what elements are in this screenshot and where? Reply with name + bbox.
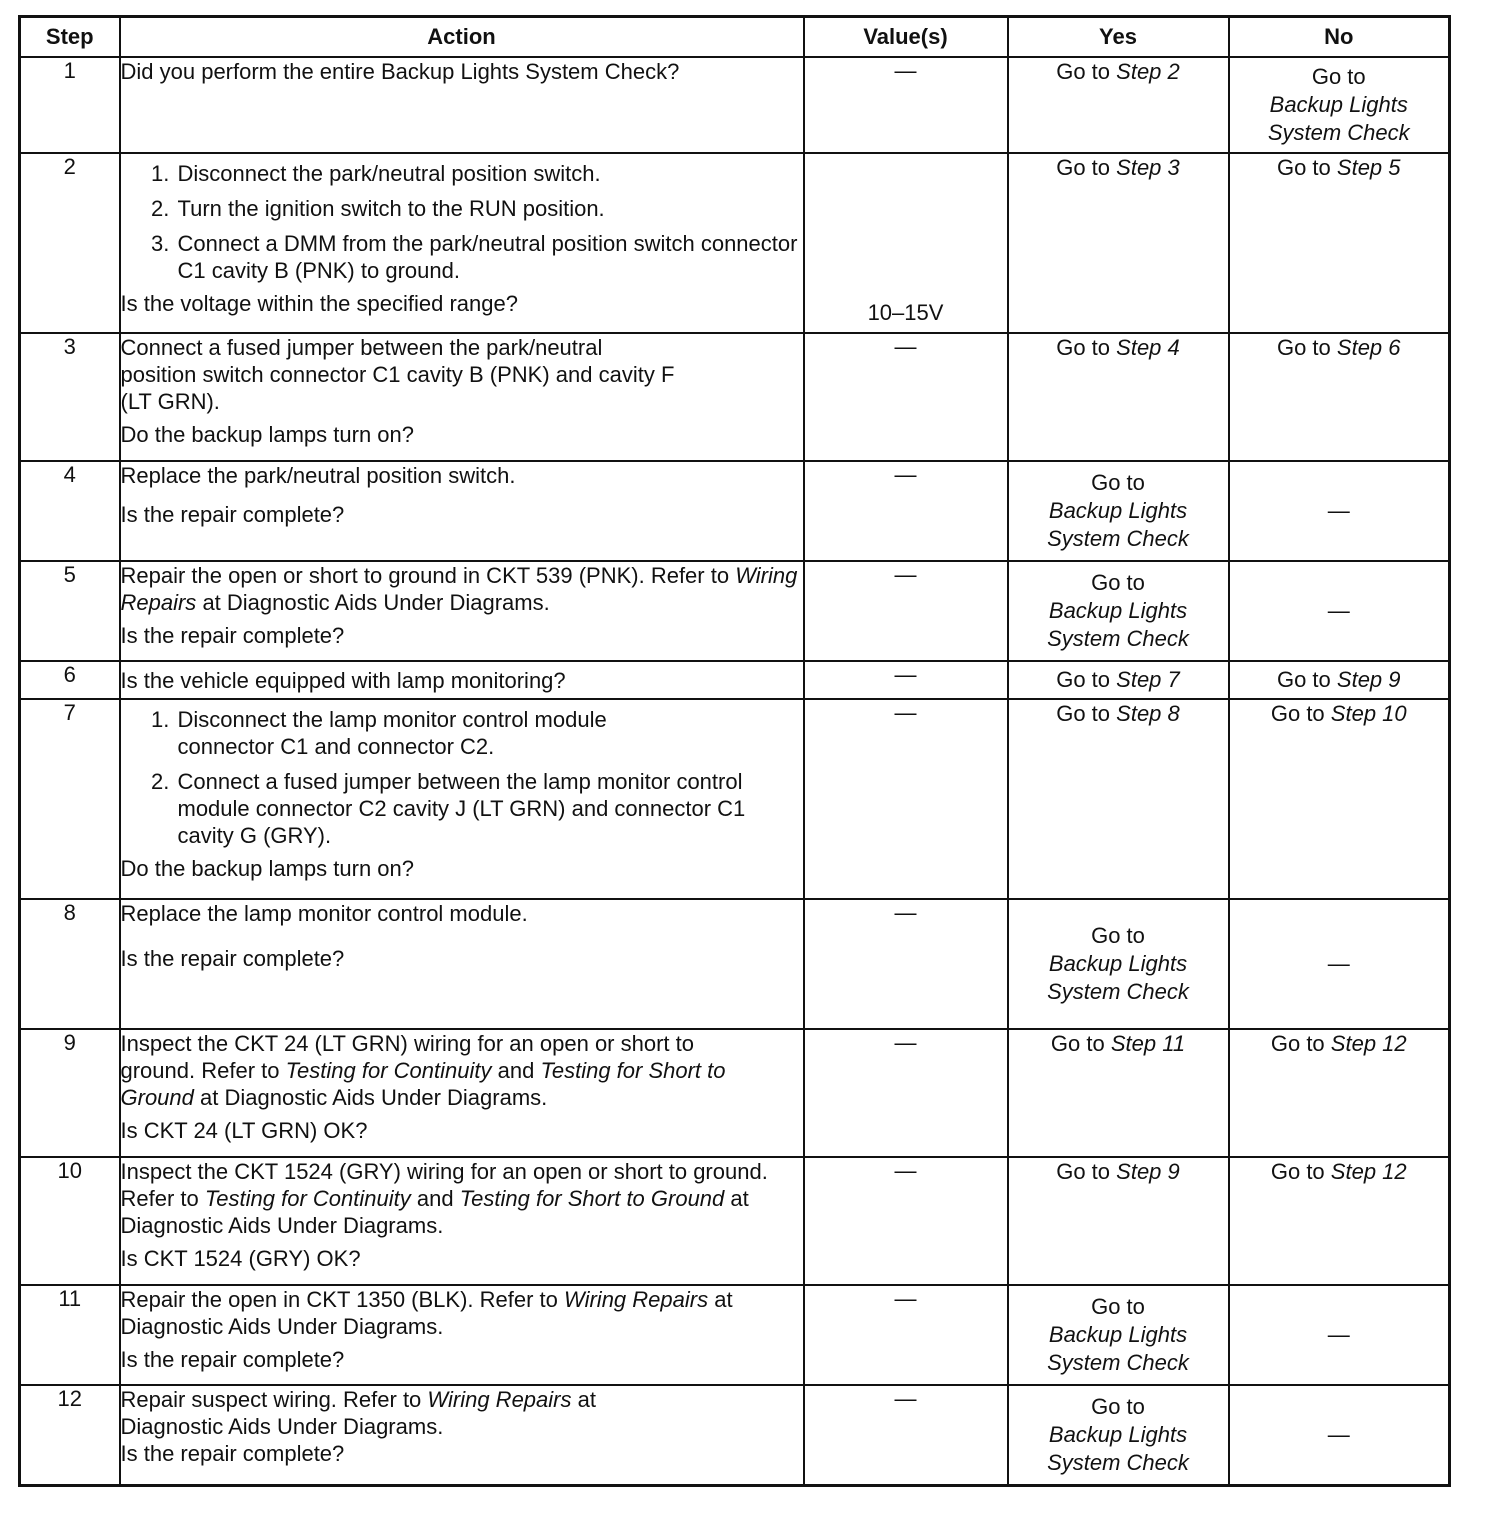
yes-ref-line2: System Check [1047, 1350, 1189, 1375]
action-text-a: Repair suspect wiring. Refer to [120, 1387, 422, 1412]
action-text-b: at Diagnostic Aids Under Diagrams. [120, 1387, 596, 1439]
no-prefix: Go to [1276, 155, 1331, 180]
action-cell [120, 153, 804, 333]
no-prefix: Go to [1276, 335, 1331, 360]
step-number: 1 [20, 57, 120, 153]
yes-cell [1008, 153, 1229, 333]
table-row [20, 899, 1450, 1029]
yes-step-ref: Step 9 [1116, 1159, 1180, 1184]
value-cell: — [804, 57, 1008, 153]
step-number: 6 [20, 661, 120, 699]
no-cell [1229, 57, 1450, 153]
yes-ref-line1: Backup Lights [1048, 1322, 1188, 1347]
table-row [20, 699, 1450, 899]
table-row [20, 1385, 1450, 1485]
action-cell [120, 561, 804, 661]
wiring-repairs-ref: Wiring Repairs [120, 563, 798, 615]
no-prefix: Go to [1276, 667, 1331, 692]
yes-ref-line2: System Check [1047, 626, 1189, 651]
yes-prefix: Go to [1091, 470, 1145, 495]
yes-prefix: Go to [1056, 155, 1111, 180]
step-number: 10 [20, 1157, 120, 1285]
action-step-item: 2. Connect a fused jumper between the lamp monitor control module connector C2 cavity J (LT GRN) and connector C1 cavity G (GRY). [176, 768, 778, 849]
value-cell: — [804, 661, 1008, 699]
table-row [20, 661, 1450, 699]
table-header-row [20, 17, 1450, 58]
continuity-ref: Testing for Continuity [204, 1186, 411, 1211]
value-cell: — [804, 561, 1008, 661]
action-cell [120, 461, 804, 561]
yes-prefix: Go to [1056, 667, 1111, 692]
action-text-b: at Diagnostic Aids Under Diagrams. [120, 1287, 733, 1339]
action-question: Is the voltage within the specified range? [120, 291, 518, 316]
action-cell [120, 1029, 804, 1157]
action-cell [120, 333, 804, 461]
no-cell [1229, 1157, 1450, 1285]
header-step: Step [20, 17, 120, 58]
table-row [20, 1029, 1450, 1157]
yes-cell [1008, 1157, 1229, 1285]
yes-step-ref: Step 3 [1116, 155, 1180, 180]
step-number: 2 [20, 153, 120, 333]
action-steps-list [121, 706, 803, 849]
table-row [20, 57, 1450, 153]
yes-cell [1008, 661, 1229, 699]
no-ref-line2: System Check [1267, 120, 1410, 145]
no-prefix: Go to [1270, 1031, 1325, 1056]
yes-cell [1008, 333, 1229, 461]
yes-step-ref: Step 8 [1116, 701, 1180, 726]
value-cell: 10–15V [804, 153, 1008, 333]
action-text [121, 1030, 771, 1111]
value-cell: — [804, 1157, 1008, 1285]
action-step-item: 3. Connect a DMM from the park/neutral position switch connector C1 cavity B (PNK) to ground. [176, 230, 803, 284]
yes-prefix: Go to [1091, 1294, 1145, 1319]
yes-prefix: Go to [1056, 701, 1111, 726]
no-cell: — [1229, 1285, 1450, 1385]
wiring-repairs-ref: Wiring Repairs [427, 1387, 572, 1412]
action-step-item: 1. Disconnect the lamp monitor control module connector C1 and connector C2. [176, 706, 698, 760]
yes-cell [1008, 1285, 1229, 1385]
no-cell [1229, 1029, 1450, 1157]
action-question: Is CKT 1524 (GRY) OK? [120, 1246, 361, 1271]
action-text [121, 1386, 681, 1440]
yes-prefix: Go to [1056, 335, 1111, 360]
short-to-ground-ref: Testing for Short to Ground [120, 1058, 726, 1110]
yes-step-ref: Step 11 [1110, 1031, 1186, 1056]
action-text [121, 1158, 781, 1239]
step-number: 4 [20, 461, 120, 561]
yes-ref-line2: System Check [1047, 526, 1189, 551]
step-number: 5 [20, 561, 120, 661]
no-cell [1229, 153, 1450, 333]
action-text: Replace the lamp monitor control module. [120, 901, 528, 926]
action-cell [120, 899, 804, 1029]
no-step-ref: Step 12 [1330, 1031, 1407, 1056]
step-number: 12 [20, 1385, 120, 1485]
table-row [20, 561, 1450, 661]
no-cell [1229, 333, 1450, 461]
yes-ref-line2: System Check [1047, 1449, 1189, 1475]
no-step-ref: Step 12 [1330, 1159, 1407, 1184]
action-text-a: Inspect the CKT 1524 (GRY) wiring for an open or short to ground. Refer to [120, 1159, 768, 1211]
action-text: Did you perform the entire Backup Lights System Check? [120, 59, 680, 84]
table-row [20, 1285, 1450, 1385]
action-question: Is the repair complete? [120, 1347, 345, 1372]
action-cell [120, 57, 804, 153]
value-cell: — [804, 333, 1008, 461]
yes-cell [1008, 461, 1229, 561]
yes-ref-line1: Backup Lights [1048, 951, 1188, 976]
yes-cell [1008, 899, 1229, 1029]
action-text: Replace the park/neutral position switch. [120, 463, 516, 488]
value-cell: — [804, 1029, 1008, 1157]
continuity-ref: Testing for Continuity [285, 1058, 492, 1083]
header-no: No [1229, 17, 1450, 58]
action-step-item: 1. Disconnect the park/neutral position switch. [176, 160, 803, 187]
action-question: Is the repair complete? [120, 946, 345, 971]
step-number: 11 [20, 1285, 120, 1385]
diagnostic-table [18, 15, 1451, 1487]
no-step-ref: Step 10 [1330, 701, 1407, 726]
action-text-b: at Diagnostic Aids Under Diagrams. [120, 1186, 749, 1238]
value-cell: — [804, 1285, 1008, 1385]
yes-step-ref: Step 2 [1116, 59, 1180, 84]
action-text-a: Repair the open or short to ground in CKT 539 (PNK). Refer to [120, 563, 730, 588]
action-text: Is the vehicle equipped with lamp monitoring? [120, 667, 566, 693]
no-step-ref: Step 5 [1336, 155, 1401, 180]
yes-ref-line2: System Check [1047, 979, 1189, 1004]
action-cell [120, 1385, 804, 1485]
action-cell [120, 699, 804, 899]
step-number: 3 [20, 333, 120, 461]
action-text [121, 562, 803, 616]
action-question: Is the repair complete? [120, 502, 345, 527]
no-step-ref: Step 6 [1336, 335, 1401, 360]
action-question: Is CKT 24 (LT GRN) OK? [120, 1118, 368, 1143]
yes-cell [1008, 561, 1229, 661]
action-and: and [497, 1058, 535, 1083]
yes-step-ref: Step 7 [1116, 667, 1180, 692]
no-ref-line1: Backup Lights [1269, 92, 1408, 117]
action-cell [120, 1285, 804, 1385]
action-question: Is the repair complete? [120, 1441, 345, 1466]
action-text-b: at Diagnostic Aids Under Diagrams. [202, 590, 550, 615]
yes-ref-line1: Backup Lights [1048, 598, 1188, 623]
action-text: Connect a fused jumper between the park/neutral position switch connector C1 cavity B (PNK) and cavity F (LT GRN). [120, 335, 675, 414]
no-prefix: Go to [1311, 64, 1366, 89]
no-cell [1229, 699, 1450, 899]
table-row [20, 461, 1450, 561]
yes-ref-line1: Backup Lights [1048, 498, 1188, 523]
yes-cell [1008, 1029, 1229, 1157]
header-values: Value(s) [804, 17, 1008, 58]
value-cell: — [804, 899, 1008, 1029]
yes-prefix: Go to [1056, 59, 1111, 84]
action-cell [120, 1157, 804, 1285]
action-text-a: Inspect the CKT 24 (LT GRN) wiring for an open or short to ground. Refer to [120, 1031, 694, 1083]
no-cell: — [1229, 561, 1450, 661]
step-number: 8 [20, 899, 120, 1029]
step-number: 7 [20, 699, 120, 899]
yes-prefix: Go to [1091, 923, 1145, 948]
no-cell [1229, 661, 1450, 699]
table-row [20, 153, 1450, 333]
yes-prefix: Go to [1091, 570, 1145, 595]
action-and: and [416, 1186, 454, 1211]
action-text [121, 1286, 741, 1340]
value-cell: — [804, 699, 1008, 899]
yes-cell [1008, 699, 1229, 899]
action-cell [120, 661, 804, 699]
value-cell: — [804, 461, 1008, 561]
no-cell: — [1229, 461, 1450, 561]
short-to-ground-ref: Testing for Short to Ground [459, 1186, 725, 1211]
action-text-b: at Diagnostic Aids Under Diagrams. [200, 1085, 548, 1110]
table-row [20, 1157, 1450, 1285]
action-question: Is the repair complete? [120, 623, 345, 648]
yes-prefix: Go to [1091, 1393, 1145, 1419]
no-prefix: Go to [1270, 1159, 1325, 1184]
wiring-repairs-ref: Wiring Repairs [564, 1287, 709, 1312]
header-yes: Yes [1008, 17, 1229, 58]
header-action: Action [120, 17, 804, 58]
yes-cell [1008, 1385, 1229, 1485]
action-steps-list [121, 160, 803, 284]
step-number: 9 [20, 1029, 120, 1157]
no-cell: — [1229, 899, 1450, 1029]
action-text-a: Repair the open in CKT 1350 (BLK). Refer to [120, 1287, 558, 1312]
action-step-item: 2. Turn the ignition switch to the RUN position. [176, 195, 803, 222]
yes-ref-line1: Backup Lights [1048, 1421, 1188, 1447]
action-question: Do the backup lamps turn on? [120, 422, 415, 447]
no-step-ref: Step 9 [1336, 667, 1401, 692]
value-cell: — [804, 1385, 1008, 1485]
action-question: Do the backup lamps turn on? [120, 856, 415, 881]
table-row [20, 333, 1450, 461]
no-prefix: Go to [1270, 701, 1325, 726]
yes-prefix: Go to [1050, 1031, 1105, 1056]
yes-cell [1008, 57, 1229, 153]
no-cell: — [1229, 1385, 1450, 1485]
yes-prefix: Go to [1056, 1159, 1111, 1184]
yes-step-ref: Step 4 [1116, 335, 1180, 360]
